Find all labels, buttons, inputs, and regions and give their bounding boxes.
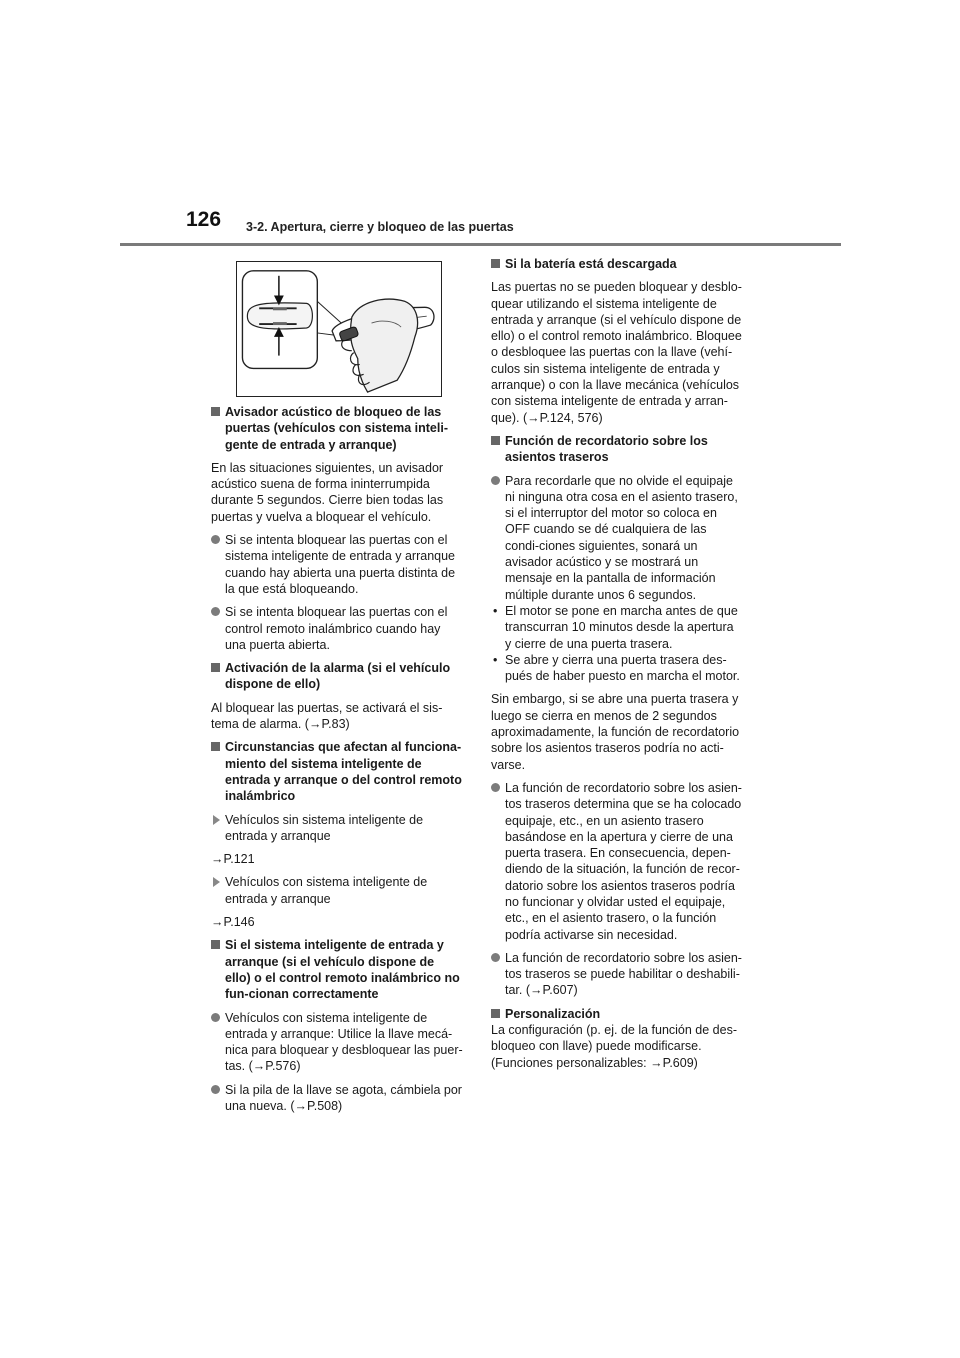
small-bullet-icon: • xyxy=(493,603,498,618)
paragraph: Sin embargo, si se abre una puerta trasera y luego se cierra en menos de 2 segundos aproximadamente, la función de recordatorio sobre los asientos traseros podría no acti-varse. xyxy=(491,692,740,772)
small-bullet-icon: • xyxy=(493,652,498,667)
list-item xyxy=(211,1082,463,1115)
sub-list-item-text: El motor se pone en marcha antes de que transcurran 10 minutos desde la apertura y cierre de una puerta trasera. xyxy=(505,603,738,651)
heading-text: Avisador acústico de bloqueo de las puertas (vehículos con sistema inteli-gente de entrada y arranque) xyxy=(225,405,448,452)
list-item-text: Si se intenta bloquear las puertas con el sistema inteligente de entrada y arranque cuando hay abierta una puerta distinta de la que está bloqueando. xyxy=(225,533,456,596)
list-item xyxy=(211,874,463,907)
list-item-text: Vehículos con sistema inteligente de entrada y arranque xyxy=(225,875,428,906)
round-bullet-icon xyxy=(211,1085,220,1094)
list-item-text: Vehículos sin sistema inteligente de entrada y arranque xyxy=(225,812,424,843)
heading-text: Función de recordatorio sobre los asientos traseros xyxy=(505,433,708,465)
list-item-text: Si se intenta bloquear las puertas con el control remoto inalámbrico cuando hay una puerta abierta. xyxy=(225,605,448,652)
square-bullet-icon xyxy=(491,259,500,268)
page-reference: →P.121 xyxy=(211,852,255,867)
heading-lock-buzzer xyxy=(211,404,463,453)
triangle-bullet-icon xyxy=(213,815,220,825)
square-bullet-icon xyxy=(211,940,220,949)
round-bullet-icon xyxy=(211,535,220,544)
list-item xyxy=(211,604,463,653)
heading-text: Activación de la alarma (si el vehículo dispone de ello) xyxy=(225,661,451,692)
list-item xyxy=(211,532,463,597)
heading-malfunction xyxy=(211,937,463,1002)
list-item xyxy=(491,950,743,999)
heading-alarm xyxy=(211,660,463,693)
sub-list-item xyxy=(491,603,743,652)
heading-text: Circunstancias que afectan al funciona-miento del sistema inteligente de entrada y arranque o del control remoto inalámbrico xyxy=(225,740,462,804)
sub-list-item xyxy=(491,652,743,685)
right-column xyxy=(491,256,743,1078)
round-bullet-icon xyxy=(211,607,220,616)
door-handle-drawing xyxy=(237,262,441,396)
round-bullet-icon xyxy=(491,783,500,792)
paragraph: Al bloquear las puertas, se activará el sis-tema de alarma. (→P.83) xyxy=(211,700,443,732)
heading-customization xyxy=(491,1006,743,1022)
square-bullet-icon xyxy=(211,742,220,751)
list-item xyxy=(491,780,743,943)
square-bullet-icon xyxy=(491,1009,500,1018)
page-reference: →P.146 xyxy=(211,915,255,930)
list-item-text: Vehículos con sistema inteligente de entrada y arranque: Utilice la llave mecá-nica para bloquear y desbloquear las puer-tas. (→P.576) xyxy=(225,1010,463,1074)
list-item xyxy=(211,812,463,845)
square-bullet-icon xyxy=(211,407,220,416)
heading-battery xyxy=(491,256,743,272)
square-bullet-icon xyxy=(491,436,500,445)
heading-text: Si el sistema inteligente de entrada y arranque (si el vehículo dispone de ello) o el control remoto inalámbrico no fun-cionan correctamente xyxy=(225,938,460,1002)
left-column xyxy=(211,404,463,1121)
list-item-text: La función de recordatorio sobre los asien-tos traseros determina que se ha colocado equipaje, etc., en un asiento trasero basándose en la apertura y cierre de una puerta trasera. En consecuencia, depen-diendo de la situación, la función de recor-datorio sobre los asientos traseros podría no funcionar y olvidar usted el equipaje, etc., en el asiento trasero, o la función podría activarse sin necesidad. xyxy=(505,780,742,942)
header-rule xyxy=(120,243,841,246)
triangle-bullet-icon xyxy=(213,877,220,887)
paragraph: La configuración (p. ej. de la función de des-bloqueo con llave) puede modificarse. (Funciones personalizables: →P.609) xyxy=(491,1023,737,1070)
heading-text: Si la batería está descargada xyxy=(505,257,677,271)
door-handle-illustration xyxy=(236,261,442,397)
paragraph: En las situaciones siguientes, un avisador acústico suena de forma ininterrumpida durante 5 segundos. Cierre bien todas las puertas y vuelva a bloquear el vehículo. xyxy=(211,460,444,524)
heading-text: Personalización xyxy=(505,1006,601,1021)
list-item-text: Para recordarle que no olvide el equipaje ni ninguna otra cosa en el asiento trasero, si el interruptor del motor so coloca en OFF cuando se dé cualquiera de las condi-ciones siguientes, sonará un avisador acústico y se mostrará un mensaje en la pantalla de información múltiple durante unos 6 segundos. xyxy=(505,473,738,602)
sub-list-item-text: Se abre y cierra una puerta trasera des-pués de haber puesto en marcha el motor. xyxy=(505,652,740,684)
paragraph: Las puertas no se pueden bloquear y desblo-quear utilizando el sistema inteligente de entrada y arranque (si el vehículo dispone de ello) o el control remoto inalámbrico. Bloquee o desbloquee las puertas con la llave (vehí-culos sin sistema inteligente de entrada y arranque) o con la llave mecánica (vehículos con sistema inteligente de entrada y arran-que). (→P.124, 576) xyxy=(491,280,742,425)
square-bullet-icon xyxy=(211,663,220,672)
list-item xyxy=(211,1010,463,1075)
heading-rear-seat-reminder xyxy=(491,433,743,466)
heading-circumstances xyxy=(211,739,463,804)
round-bullet-icon xyxy=(491,953,500,962)
section-title: 3-2. Apertura, cierre y bloqueo de las puertas xyxy=(246,220,514,234)
round-bullet-icon xyxy=(491,476,500,485)
round-bullet-icon xyxy=(211,1013,220,1022)
list-item xyxy=(491,473,743,603)
list-item-text: La función de recordatorio sobre los asien-tos traseros se puede habilitar o deshabili-tar. (→P.607) xyxy=(505,950,742,998)
list-item-text: Si la pila de la llave se agota, cámbiela por una nueva. (→P.508) xyxy=(225,1082,462,1113)
page-number: 126 xyxy=(186,208,222,231)
